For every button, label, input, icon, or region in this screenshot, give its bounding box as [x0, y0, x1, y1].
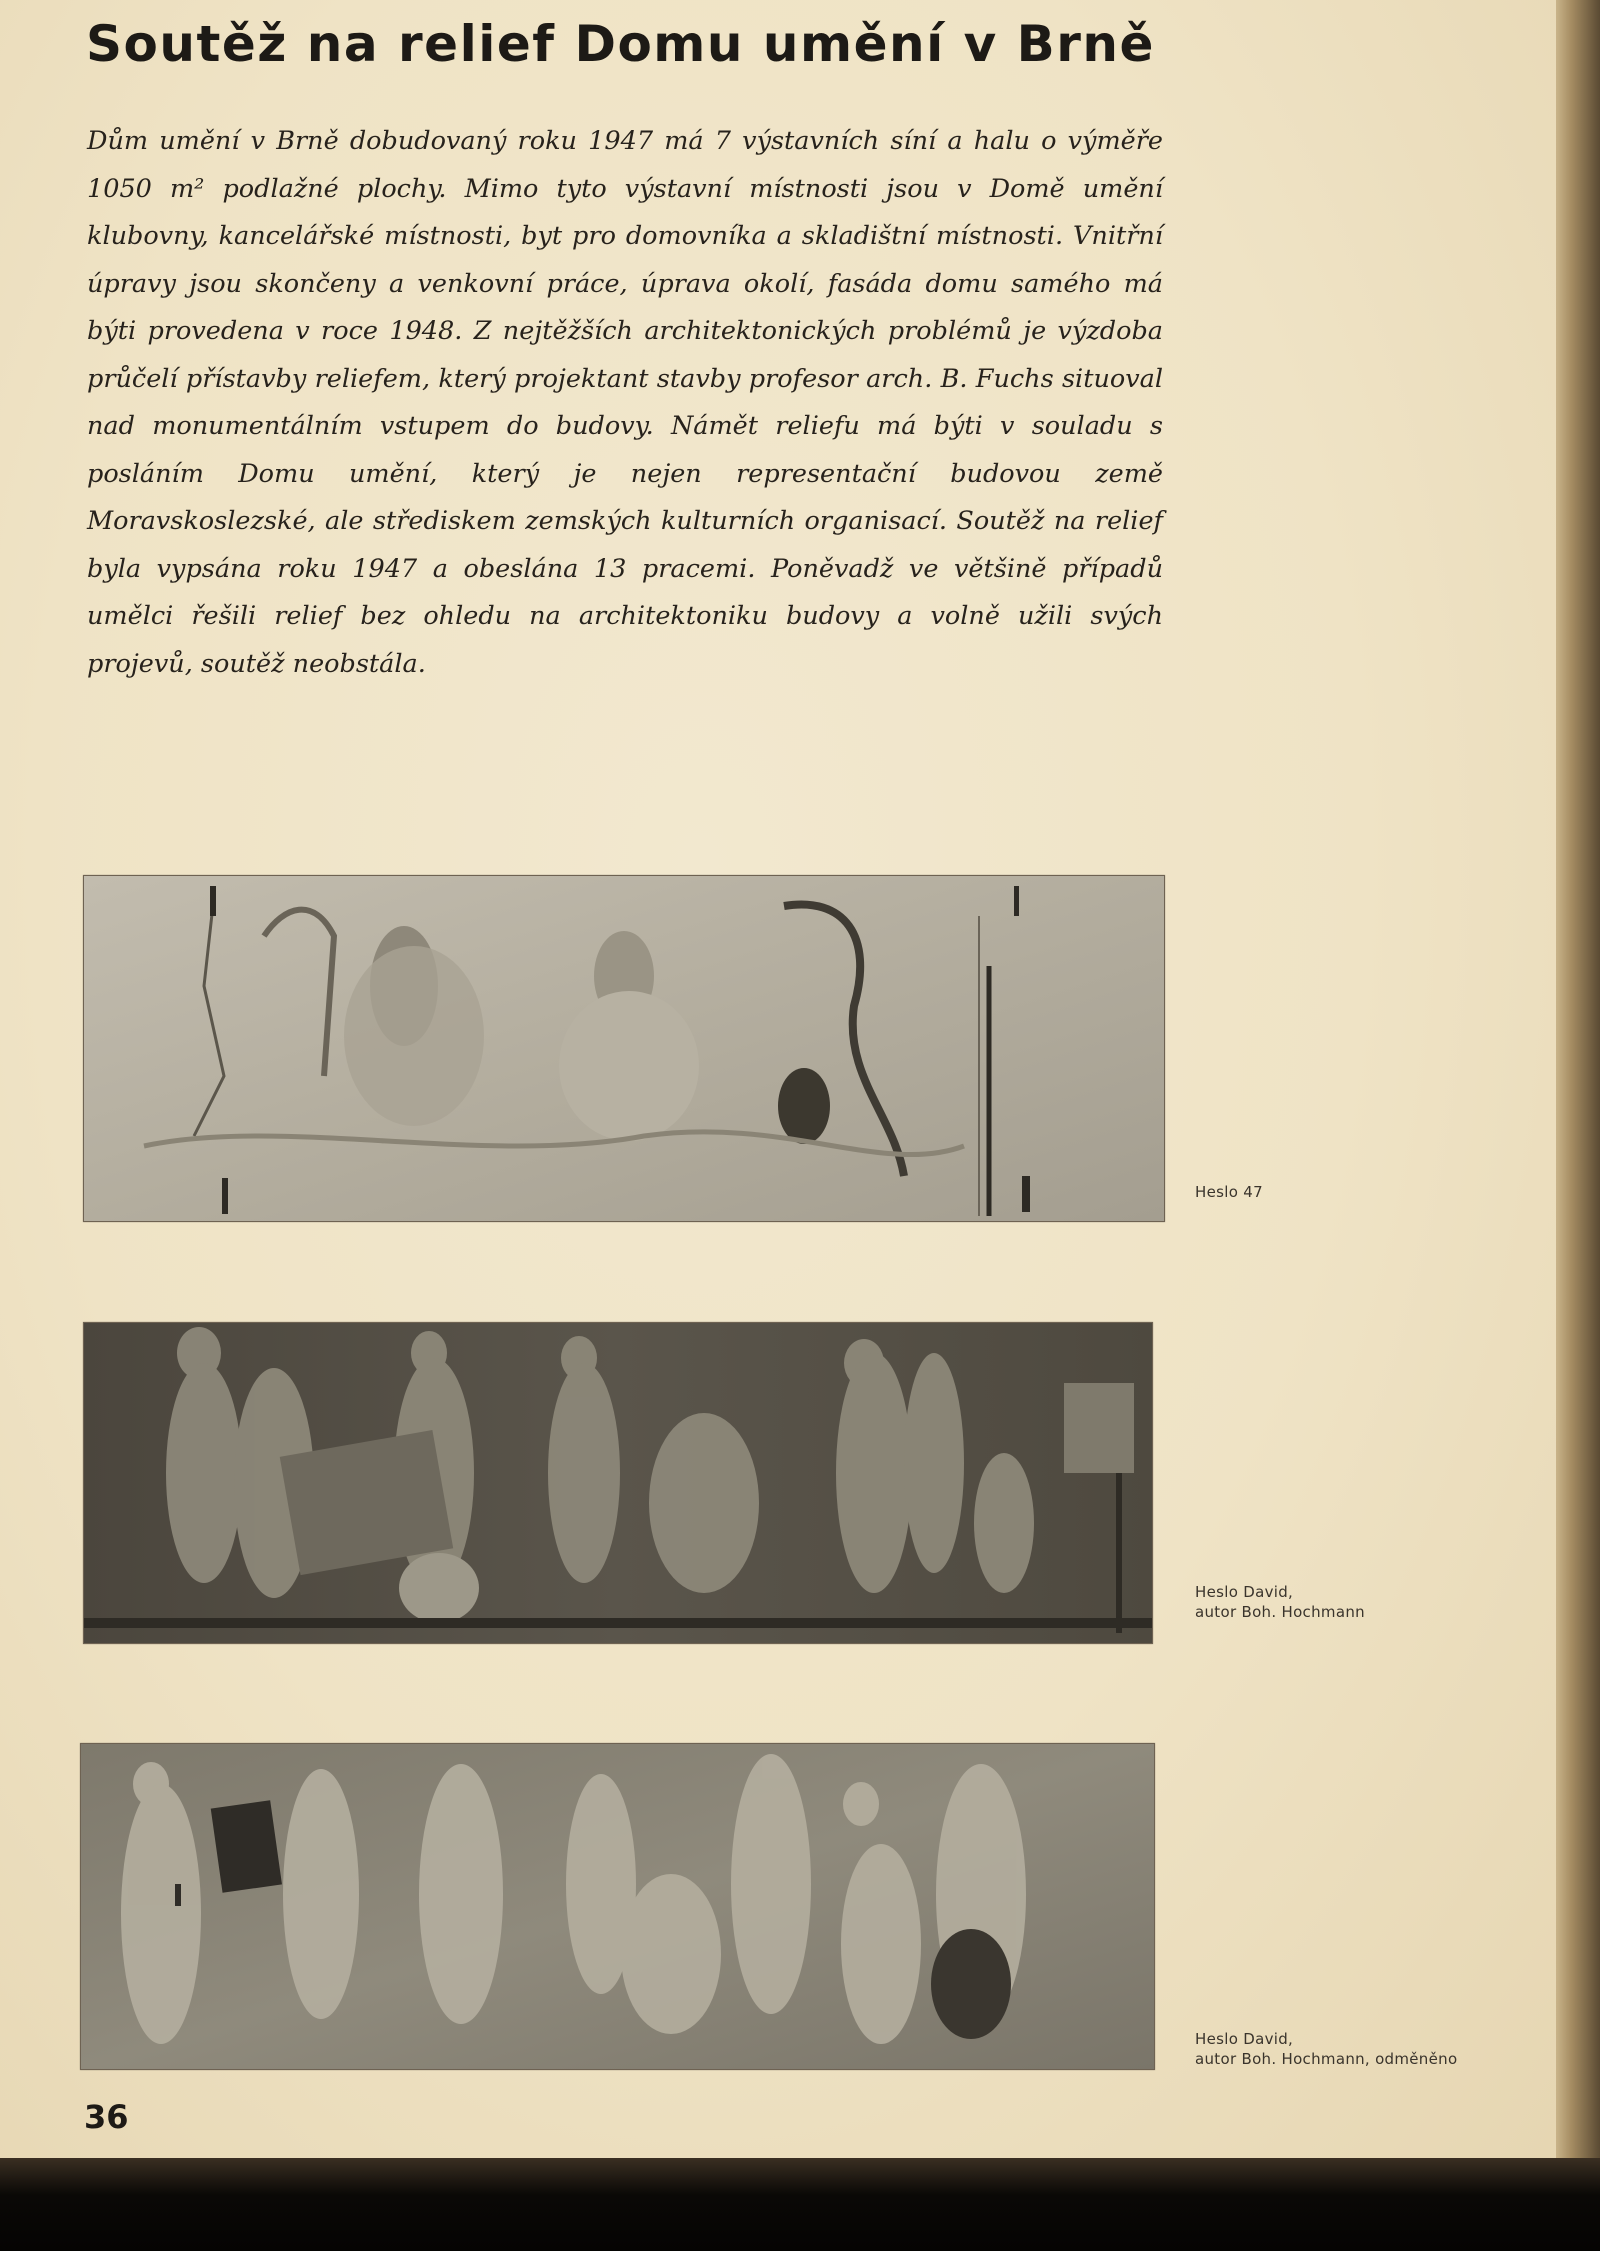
caption-heslo-david-1: [1195, 1582, 1365, 1622]
caption-line: autor Boh. Hochmann: [1195, 1603, 1365, 1621]
page-number: 36: [84, 2098, 129, 2136]
caption-heslo-david-2: [1195, 2029, 1457, 2069]
caption-line: autor Boh. Hochmann, odměněno: [1195, 2050, 1458, 2068]
scan-border: [0, 2158, 1600, 2251]
caption-line: Heslo 47: [1195, 1183, 1263, 1201]
caption-line: Heslo David,: [1195, 2030, 1294, 2048]
relief-photo-heslo-47: [83, 875, 1165, 1222]
caption-line: Heslo David,: [1195, 1583, 1294, 1601]
relief-photo-heslo-david-1: [83, 1322, 1153, 1644]
article-body: Dům umění v Brně dobudovaný roku 1947 má 7 výstavních síní a halu o výměře 1050 m² podlažné plochy. Mimo tyto výstavní místnosti jsou v Domě umění klubovny, kancelářské místnosti, byt pro domovníka a skladištní místnosti. Vnitřní úpravy jsou skončeny a venkovní práce, úprava okolí, fasáda domu samého má býti provedena v roce 1948. Z nejtěžších architektonických problémů je výzdoba průčelí přístavby reliefem, který projektant stavby profesor arch. B. Fuchs situoval nad monumentálním vstupem do budovy. Námět reliefu má býti v souladu s posláním Domu umění, který je nejen representační budovou země Moravskoslezské, ale střediskem zemských kulturních organisací. Soutěž na relief byla vypsána roku 1947 a obeslána 13 pracemi. Poněvadž ve většině případů umělci řešili relief bez ohledu na architektoniku budovy a volně užili svých projevů, soutěž neobstála.: [87, 126, 1163, 679]
relief-photo-heslo-david-2: [80, 1743, 1155, 2070]
caption-heslo-47: [1195, 1182, 1263, 1202]
page-edge: [1556, 0, 1600, 2158]
article-title: Soutěž na relief Domu umění v Brně: [86, 15, 1155, 73]
